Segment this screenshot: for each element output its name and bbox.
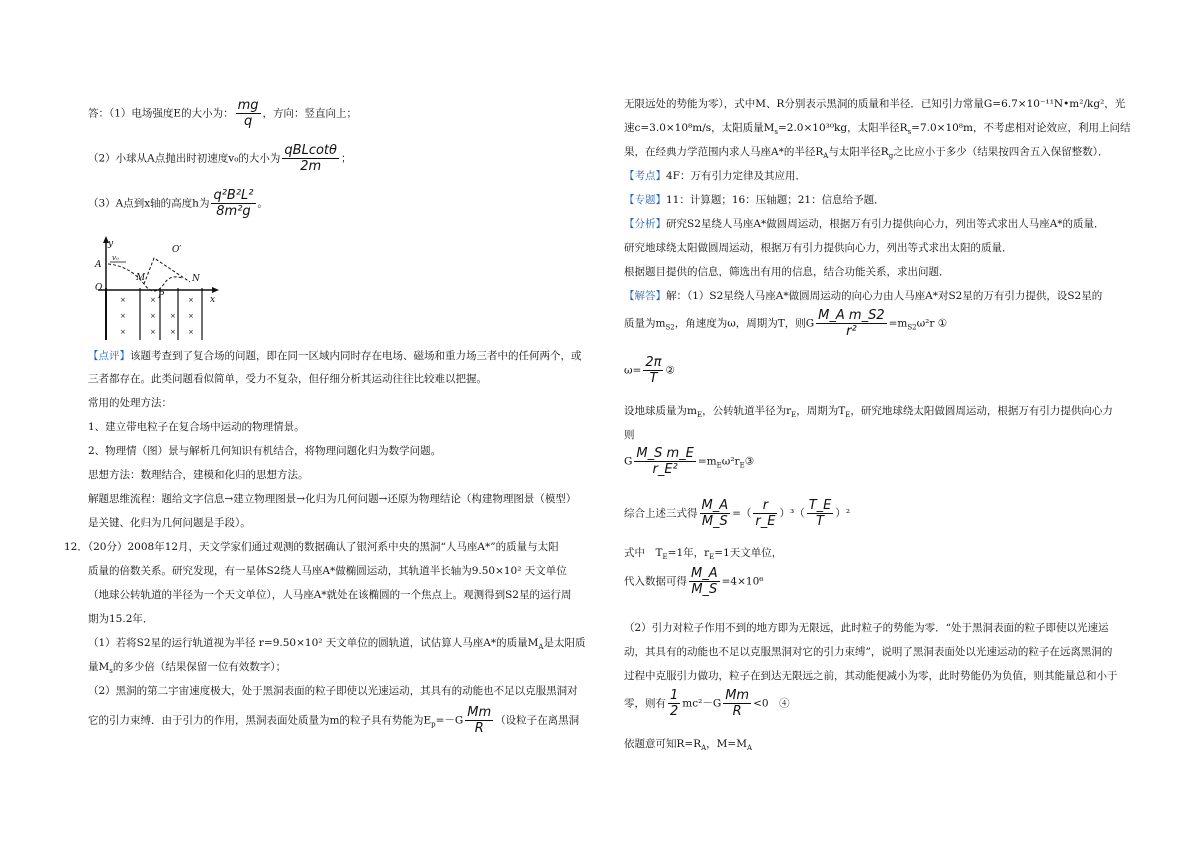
eq1-post-sub: S2 [907, 323, 917, 332]
final-line [624, 738, 752, 753]
label-O-prime: O′ [172, 245, 182, 255]
answer-2-numerator: qBLcotθ [284, 143, 337, 158]
comment-tag: 【点评】 [88, 350, 130, 362]
comb-f1-numerator: r [753, 498, 777, 514]
svg-text:×: × [150, 312, 156, 320]
sub-pre: 代入数据可得 [624, 575, 687, 588]
answer-3-numerator: q²B²L² [213, 188, 254, 203]
r3-c: 与太阳半径R [828, 146, 889, 158]
method-1: 1、建立带电粒子在复合场中运动的物理情景。 [88, 421, 305, 433]
equation-1 [624, 308, 947, 339]
last-b: A [701, 744, 707, 753]
jieda-text-1: 解：（1）S2星绕人马座A*做圆周运动的向心力由人马座A*对S2星的万有引力提供，设S2星的 [666, 290, 1103, 302]
answer-2-denominator: 2m [300, 159, 322, 174]
answer-1-numerator: mg [237, 98, 259, 113]
eq1-pre: 质量为m [624, 317, 666, 330]
sub-numerator: M_A [691, 566, 718, 581]
label-x: x [210, 295, 216, 305]
answer-2-text: （2）小球从A点抛出时初速度v₀的大小为 [88, 152, 281, 165]
eq3-post-d: E [739, 461, 745, 470]
label-M: M [136, 273, 146, 283]
label-O: O [95, 283, 103, 293]
comment-line-2: 三者都存在。此类问题看似简单，受力不复杂，但仔细分析其运动往往比较难以把握。 [88, 373, 487, 385]
comb-end: ）² [835, 507, 851, 520]
x-axis-arrow [212, 287, 219, 293]
earth-a: 设地球质量为m [624, 405, 697, 417]
eq3-numerator: M_S m_E [636, 446, 694, 461]
eq4-mid: mc²－G [682, 697, 722, 710]
earth-f: E [845, 411, 851, 420]
eq4-f1-denominator: 2 [670, 704, 679, 719]
label-A: A [95, 260, 102, 270]
comb-numerator: M_A [701, 498, 729, 513]
r2-c: =2.0×10³⁰kg，太阳半径R [777, 122, 908, 134]
fenxi-line-2: 研究地球绕太阳做圆周运动，根据万有引力提供向心力，列出等式求出太阳的质量． [624, 242, 1013, 254]
comb-f2-denominator: T [816, 514, 824, 529]
comb-fraction [700, 498, 731, 529]
label-y: y [108, 239, 114, 249]
r2-d: s [907, 128, 912, 137]
jieda-tag: 【解答】 [624, 290, 666, 302]
answer-2 [88, 143, 351, 174]
kaodian-text: 4F：万有引力定律及其应用． [666, 170, 806, 182]
fenxi-line-3: 根据题目提供的信息，筛选出有用的信息，结合功能关系，求出问题． [624, 266, 950, 278]
q12-part1-text: （1）若将S2星的运行轨道视为半径 r=9.50×10² 天文单位的圆轨道，试估算人马座A*的质量M [88, 637, 539, 649]
eq3-post-b: E [716, 461, 722, 470]
eq1-denominator: r² [846, 324, 857, 339]
answer-1-text: 答：（1）电场强度E的大小为： [88, 107, 234, 120]
part2-line-1: （2）引力对粒子作用不到的地方即为无限远，此时粒子的势能为零．“处于黑洞表面的粒子即使以光速运 [624, 622, 1109, 634]
q12-part1-line-2 [88, 661, 286, 676]
sub-denominator: M_S [691, 582, 718, 597]
q12-part2-end: （设粒子在离黑洞 [495, 714, 580, 727]
q12-part1-2-text: 量M [88, 661, 110, 673]
q12-line-4: 期为15.2年． [88, 613, 154, 625]
part2-line-2: 动，其具有的动能也不足以克服黑洞对它的引力束缚”，说明了黑洞表面处以光速运动的粒子在远离黑洞的 [624, 646, 1113, 658]
eq3-denominator: r_E² [652, 462, 678, 477]
comb-denominator: M_S [701, 514, 728, 529]
comb-eq: =（ [732, 507, 752, 520]
comb-pre: 综合上述三式得 [624, 507, 698, 520]
eq4-f2-denominator: R [732, 704, 742, 719]
where-d: E [709, 553, 715, 562]
answer-1-fraction [236, 98, 261, 129]
answer-3-end: 。 [257, 197, 269, 210]
thinking-method: 思想方法：数理结合，建模和化归的思想方法。 [88, 469, 309, 481]
q12-part2-line-2 [88, 705, 579, 736]
eq2-denominator: T [649, 371, 658, 386]
eq1-pre-sub: S2 [665, 323, 675, 332]
combined-equation [624, 498, 850, 529]
eq2-pre: ω= [624, 364, 642, 377]
eq3-fraction [634, 446, 695, 477]
eq3-post: =m [697, 455, 717, 468]
equation-3 [624, 446, 754, 477]
answer-2-end: ； [340, 152, 352, 165]
answer-2-fraction [282, 143, 339, 174]
eq2-post: ② [665, 364, 675, 377]
q12-line-3: （地球公转轨道的半径为一个天文单位），人马座A*就处在该椭圆的一个焦点上。观测得到S2星的运行周 [88, 589, 572, 601]
answer-1 [88, 98, 357, 129]
right-line-1: 无限远处的势能为零），式中M、R分别表示黑洞的质量和半径．已知引力常量G=6.7×10⁻¹¹N•m²/kg²，光 [624, 98, 1126, 110]
eq4-f2-numerator: Mm [725, 688, 750, 703]
svg-text:×: × [120, 296, 126, 304]
earth-d: E [791, 411, 797, 420]
sub-fraction [689, 566, 720, 597]
right-line-2 [624, 122, 1130, 137]
eq1-post-end: ω²r ① [916, 317, 948, 330]
comb-fraction-2 [807, 498, 834, 529]
earth-line-2: 则 [624, 429, 635, 441]
kaodian-tag: 【考点】 [624, 170, 666, 182]
earth-e: ，周期为T [796, 405, 846, 417]
eq1-fraction [816, 308, 886, 339]
zhuanti-tag: 【专题】 [624, 194, 666, 206]
comb-f2-numerator: T_E [808, 498, 832, 513]
label-P: P [158, 291, 165, 301]
right-line-3 [624, 146, 1108, 161]
kaodian-line [624, 170, 806, 183]
where-line [624, 547, 782, 562]
r3-a: 果，在经典力学范围内求人马座A*的半径R [624, 146, 824, 158]
eq2-numerator: 2π [645, 355, 662, 370]
last-c: ，M=M [706, 738, 747, 750]
eq4-post: <0 ④ [753, 697, 790, 710]
svg-text:×: × [120, 312, 126, 320]
last-d: A [746, 744, 753, 753]
comb-fraction-1 [753, 498, 777, 529]
svg-text:×: × [188, 328, 194, 336]
earth-line-1 [624, 405, 1113, 420]
label-N: N [192, 274, 200, 284]
zhuanti-text: 11：计算题；16：压轴题；21：信息给予题． [666, 194, 885, 206]
answer-3-fraction [211, 188, 255, 219]
r2-e: =7.0×10⁸m，不考虑相对论效应，利用上问结 [911, 122, 1131, 134]
q12-part2-eq: =－G [435, 714, 464, 727]
flow-line-2: 是关键、化归为几何问题是手段）。 [88, 517, 251, 529]
q12-line-1: 12．（20分）2008年12月，天文学家们通过观测的数据确认了银河系中央的黑洞“人马座A*”的质量与太阳 [64, 541, 559, 553]
earth-b: E [696, 411, 703, 420]
potential-denominator: R [474, 721, 484, 736]
comb-f1-denominator: r_E [755, 514, 776, 529]
zhuanti-line [624, 194, 885, 207]
eq1-numerator: M_A m_S2 [818, 308, 885, 323]
substitution-line [624, 566, 763, 597]
jieda-line-1 [624, 290, 1102, 303]
svg-text:×: × [150, 328, 156, 336]
potential-numerator: Mm [467, 705, 492, 720]
answer-1-direction: ，方向：竖直向上； [262, 107, 358, 120]
where-c: =1年，r [667, 547, 710, 559]
eq1-mid: ，角速度为ω，周期为T，则G [674, 317, 815, 330]
svg-text:×: × [188, 296, 194, 304]
svg-text:×: × [170, 328, 176, 336]
eq4-f1-numerator: 1 [670, 688, 679, 703]
equation-2 [624, 355, 675, 386]
comment-line-1 [88, 350, 582, 363]
method-title: 常用的处理方法： [88, 397, 172, 409]
eq4-fraction-2 [723, 688, 751, 719]
where-b: E [662, 553, 668, 562]
trajectory-diagram [92, 234, 222, 342]
part2-line-3: 过程中克服引力做功，粒子在到达无限远之前，其动能便减小为零，此时势能仍为负值，则其能量总和小于 [624, 670, 1118, 682]
label-v0: v₀ [112, 254, 119, 262]
comb-mid: ）³（ [779, 507, 805, 520]
last-a: 依题意可知R=R [624, 738, 702, 750]
eq4-pre: 零，则有 [624, 697, 666, 710]
fenxi-tag: 【分析】 [624, 218, 666, 230]
fenxi-text-1: 研究S2星绕人马座A*做圆周运动，根据万有引力提供向心力，列出等式求出人马座A*的质量． [666, 218, 1105, 230]
answer-3 [88, 188, 268, 219]
r3-d: g [888, 152, 894, 161]
method-2: 2、物理情（图）景与解析几何知识有机结合，将物理问题化归为数学问题。 [88, 445, 442, 457]
q12-part1-line-1 [88, 637, 585, 652]
eq4-fraction-1 [668, 688, 680, 719]
q12-part2-line-1: （2）黑洞的第二宇宙速度极大，处于黑洞表面的粒子即使以光速运动，其具有的动能也不足以克服黑洞对 [88, 685, 578, 697]
eq3-pre: G [624, 455, 633, 468]
answer-1-denominator: q [243, 114, 253, 129]
eq1-post: =m [888, 317, 908, 330]
r2-b: s [774, 128, 778, 137]
answer-3-denominator: 8m²g [216, 204, 251, 219]
q12-part2-text: 它的引力束缚．由于引力的作用，黑洞表面处质量为m的粒子具有势能为E [88, 714, 432, 727]
q12-part1-2-sub: s [109, 667, 113, 676]
where-a: 式中 T [624, 547, 663, 559]
q12-part1-text-end: 是太阳质 [543, 637, 586, 649]
fenxi-line-1 [624, 218, 1105, 231]
r3-b: A [823, 152, 829, 161]
q12-part1-2-end: 的多少倍（结果保留一位有效数字）； [112, 661, 287, 673]
q12-line-2: 质量的倍数关系。研究发现，有一星体S2绕人马座A*做椭圆运动，其轨道半长轴为9.50×10² 天文单位 [88, 565, 567, 577]
r3-e: 之比应小于多少（结果按四舍五入保留整数）． [893, 146, 1109, 158]
equation-4 [624, 688, 790, 719]
eq3-post-c: ω²r [721, 455, 740, 468]
field-marks [120, 296, 194, 336]
sub-post: =4×10⁶ [721, 575, 764, 588]
comment-text-1: 该题考查到了复合场的问题，即在同一区域内同时存在电场、磁场和重力场三者中的任何两个，或 [130, 350, 582, 362]
svg-text:×: × [170, 312, 176, 320]
answer-3-text: （3）A点到x轴的高度h为 [88, 197, 210, 210]
earth-g: ，研究地球绕太阳做圆周运动，根据万有引力提供向心力 [850, 405, 1113, 417]
svg-text:×: × [188, 312, 194, 320]
flow-line-1: 解题思维流程：题给文字信息→建立物理图景→化归为几何问题→还原为物理结论（构建物理图景（模型） [88, 493, 577, 505]
where-e: =1天文单位， [714, 547, 783, 559]
potential-fraction [465, 705, 493, 736]
trajectory-figure [92, 234, 222, 346]
q12-part1-sub: A [538, 643, 544, 652]
eq2-fraction [643, 355, 663, 386]
earth-c: ，公转轨道半径为r [702, 405, 792, 417]
svg-text:×: × [120, 328, 126, 336]
svg-text:×: × [150, 296, 156, 304]
eq3-post-e: ③ [744, 455, 755, 468]
q12-part2-sub: p [431, 720, 436, 729]
r2-a: 速c=3.0×10⁸m/s，太阳质量M [624, 122, 775, 134]
